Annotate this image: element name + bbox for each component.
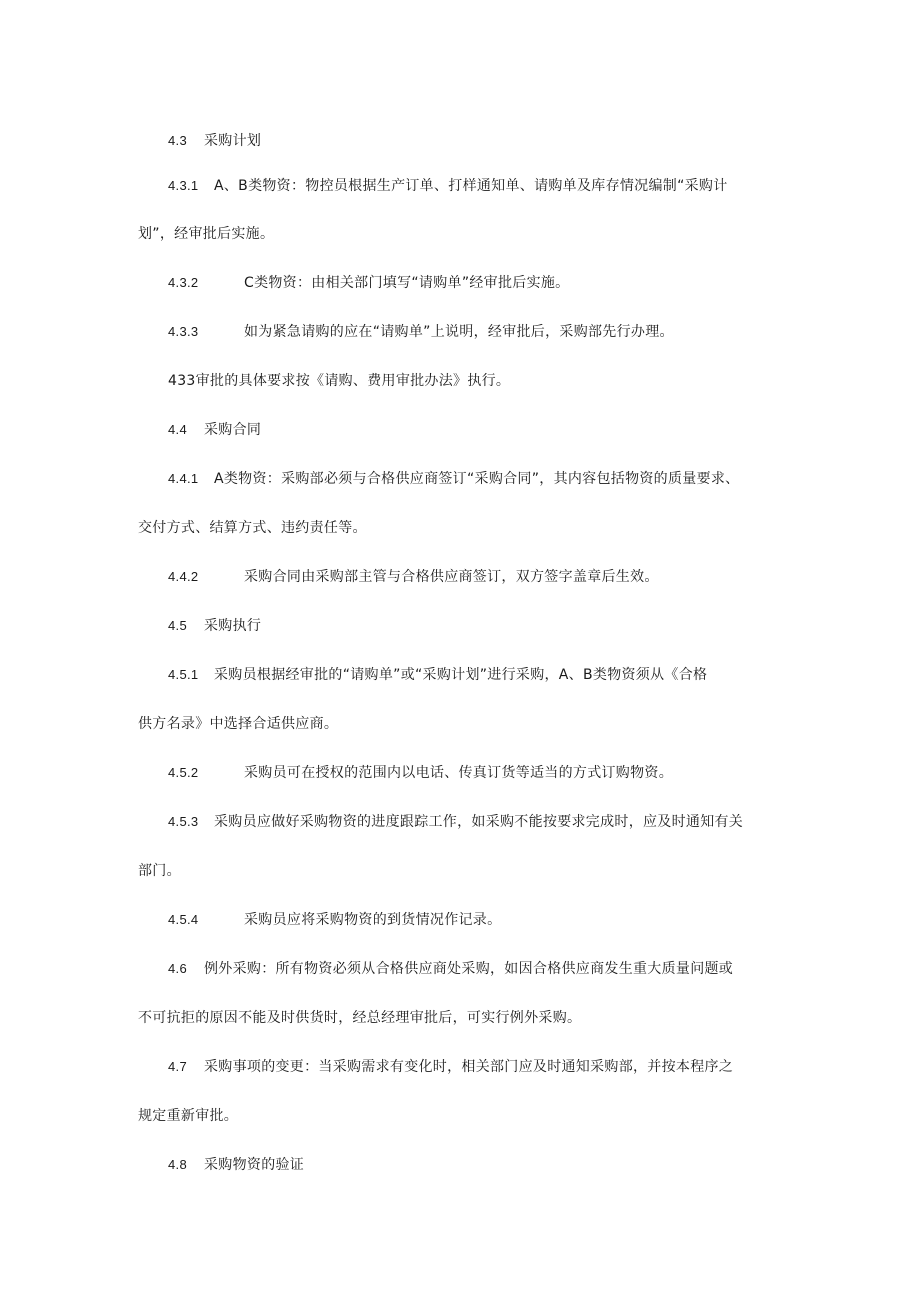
para-4-4-2 — [168, 567, 828, 587]
para-4-3-3 — [168, 322, 828, 342]
section-title: 采购物资的验证 — [204, 1157, 305, 1173]
para-4-7-line2: 规定重新审批。 — [138, 1108, 239, 1124]
section-number: 4.7 — [168, 1059, 187, 1074]
heading-4-5 — [168, 616, 828, 636]
para-4-5-3-line1 — [168, 812, 828, 832]
para-text: 采购员可在授权的范围内以电话、传真订货等适当的方式订购物资。 — [244, 765, 673, 781]
para-4-7-line1 — [168, 1057, 828, 1077]
para-4-5-1-line2: 供方名录》中选择合适供应商。 — [138, 716, 339, 732]
para-4-5-3-line2: 部门。 — [138, 863, 181, 879]
para-text: 如为紧急请购的应在“请购单”上说明，经审批后，采购部先行办理。 — [244, 324, 674, 340]
section-number: 4.3.1 — [168, 178, 199, 193]
section-number: 4.5.2 — [168, 765, 199, 780]
para-4-5-2 — [168, 763, 828, 783]
heading-4-8 — [168, 1155, 828, 1175]
para-4-4-1-line1 — [168, 469, 828, 489]
heading-4-3 — [168, 131, 828, 151]
para-4-6-line2: 不可抗拒的原因不能及时供货时，经总经理审批后，可实行例外采购。 — [138, 1010, 582, 1026]
para-4-3-1-line1 — [168, 176, 828, 196]
section-number: 4.5.4 — [168, 912, 199, 927]
section-title: 采购计划 — [204, 133, 262, 149]
section-number: 4.3 — [168, 133, 187, 148]
section-number: 4.5.3 — [168, 814, 199, 829]
section-number: 4.4 — [168, 422, 187, 437]
para-4-6-line1 — [168, 959, 828, 979]
para-4-3-1-line2: 划”，经审批后实施。 — [138, 226, 275, 242]
section-title: 采购合同 — [204, 422, 262, 438]
para-text: 例外采购：所有物资必须从合格供应商处采购，如因合格供应商发生重大质量问题或 — [204, 961, 734, 977]
para-4-4-1-line2: 交付方式、结算方式、违约责任等。 — [138, 520, 367, 536]
heading-4-4 — [168, 420, 828, 440]
section-number: 4.5.1 — [168, 667, 199, 682]
para-4-3-4: 433审批的具体要求按《请购、费用审批办法》执行。 — [168, 373, 511, 389]
para-4-3-2 — [168, 273, 828, 293]
para-text: 采购员应做好采购物资的进度跟踪工作，如采购不能按要求完成时，应及时通知有关 — [214, 814, 744, 830]
section-number: 4.4.2 — [168, 569, 199, 584]
para-text: C类物资：由相关部门填写“请购单”经审批后实施。 — [244, 275, 570, 291]
para-text: A类物资：采购部必须与合格供应商签订“采购合同”，其内容包括物资的质量要求、 — [214, 471, 740, 487]
para-4-5-1-line1 — [168, 665, 828, 685]
para-text: 采购事项的变更：当采购需求有变化时，相关部门应及时通知采购部，并按本程序之 — [204, 1059, 734, 1075]
section-number: 4.8 — [168, 1157, 187, 1172]
section-number: 4.3.2 — [168, 275, 199, 290]
section-number: 4.3.3 — [168, 324, 199, 339]
section-number: 4.5 — [168, 618, 187, 633]
para-text: 采购员根据经审批的“请购单”或“采购计划”进行采购，A、B类物资须从《合格 — [214, 667, 708, 683]
para-text: A、B类物资：物控员根据生产订单、打样通知单、请购单及库存情况编制“采购计 — [214, 178, 728, 194]
section-number: 4.4.1 — [168, 471, 199, 486]
section-number: 4.6 — [168, 961, 187, 976]
para-text: 采购合同由采购部主管与合格供应商签订，双方签字盖章后生效。 — [244, 569, 659, 585]
para-4-5-4 — [168, 910, 828, 930]
section-title: 采购执行 — [204, 618, 262, 634]
para-text: 采购员应将采购物资的到货情况作记录。 — [244, 912, 502, 928]
